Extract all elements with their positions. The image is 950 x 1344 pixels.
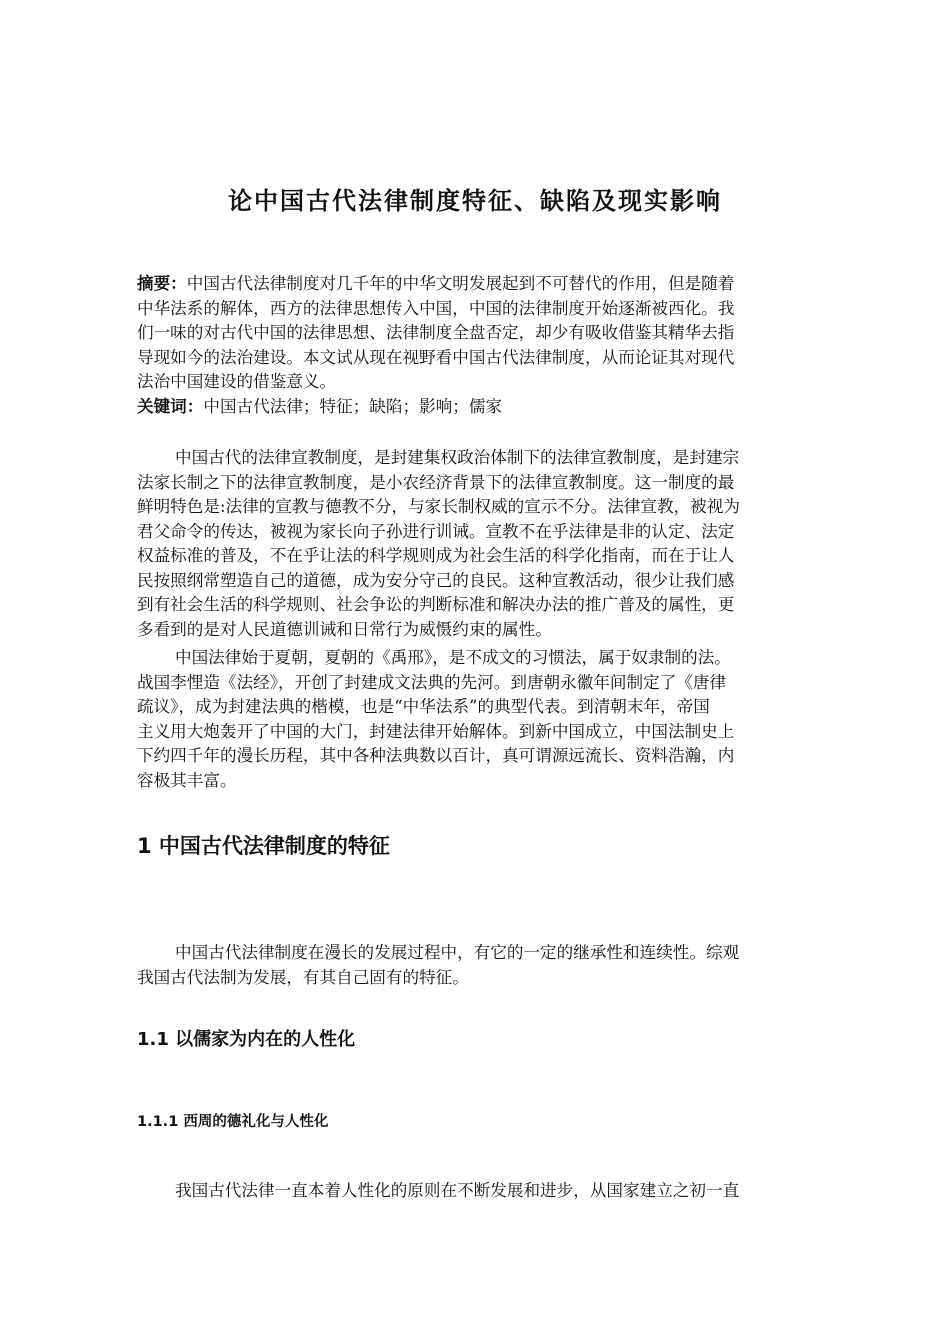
body-paragraph (137, 446, 837, 642)
paragraph-line: 中国法律始于夏朝，夏朝的《禹邢》，是不成文的习惯法，属于奴隶制的法。 (175, 648, 731, 667)
abstract-label: 摘要： (137, 274, 187, 293)
abstract-text: 中国古代法律制度对几千年的中华文明发展起到不可替代的作用，但是随着 (186, 274, 735, 293)
paragraph-line: 战国李悝造《法经》，开创了封建成文法典的先河。到唐朝永徽年间制定了《唐律 (137, 672, 727, 692)
body-paragraph (137, 1179, 837, 1204)
paragraph-line: 多看到的是对人民道德训诫和日常行为威慑约束的属性。 (137, 619, 552, 639)
paragraph-line: 到有社会生活的科学规则、社会争讼的判断标准和解决办法的推广普及的属性，更 (137, 595, 735, 614)
abstract-line: 中华法系的解体，西方的法律思想传入中国，中国的法律制度开始逐渐被西化。我 (137, 298, 735, 318)
paragraph-line: 民按照纲常塑造自己的道德，成为安分守己的良民。这种宣教活动，很少让我们感 (137, 570, 735, 590)
subsubsection-heading: 1.1.1 西周的德礼化与人性化 (137, 1114, 329, 1130)
paragraph-line: 下约四千年的漫长历程，其中各种法典数以百计，真可谓源远流长、资料浩瀚，内 (137, 746, 735, 765)
document-title: 论中国古代法律制度特征、缺陷及现实影响 (228, 187, 722, 215)
abstract-line: 们一味的对古代中国的法律思想、法律制度全盘否定，却少有吸收借鉴其精华去指 (137, 323, 735, 342)
paragraph-line: 法家长制之下的法律宣教制度，是小农经济背景下的法律宣教制度。这一制度的最 (137, 472, 735, 492)
paragraph-line: 鲜明特色是:法律的宣教与德教不分，与家长制权威的宣示不分。法律宣教，被视为 (137, 497, 740, 516)
paragraph-line: 我国古代法律一直本着人性化的原则在不断发展和进步，从国家建立之初一直 (175, 1181, 740, 1200)
keywords-line (137, 395, 837, 420)
paragraph-line: 疏议》，成为封建法典的楷模，也是“中华法系”的典型代表。到清朝末年，帝国 (137, 697, 710, 716)
abstract-line: 法治中国建设的借鉴意义。 (137, 372, 337, 391)
paragraph-line: 容极其丰富。 (137, 770, 237, 790)
body-paragraph (137, 646, 837, 793)
paragraph-line: 我国古代法制为发展，有其自己固有的特征。 (137, 967, 469, 987)
paragraph-line: 权益标准的普及，不在乎让法的科学规则成为社会生活的科学化指南，而在于让人 (137, 546, 735, 565)
abstract-section (137, 272, 837, 419)
abstract-line (137, 272, 837, 297)
section-heading: 1 中国古代法律制度的特征 (137, 834, 390, 858)
keywords-label: 关键词： (137, 396, 204, 416)
keywords-text: 中国古代法律；特征；缺陷；影响；儒家 (203, 396, 503, 416)
subsection-heading: 1.1 以儒家为内在的人性化 (137, 1029, 356, 1050)
paragraph-line: 中国古代的法律宣教制度，是封建集权政治体制下的法律宣教制度，是封建宗 (175, 448, 740, 467)
body-paragraph (137, 941, 837, 990)
paragraph-line: 君父命令的传达，被视为家长向子孙进行训诫。宣教不在乎法律是非的认定、法定 (137, 521, 735, 541)
paragraph-line: 主义用大炮轰开了中国的大门，封建法律开始解体。到新中国成立，中国法制史上 (137, 721, 735, 741)
abstract-line: 导现如今的法治建设。本文试从现在视野看中国古代法律制度，从而论证其对现代 (137, 347, 735, 367)
paragraph-line: 中国古代法律制度在漫长的发展过程中，有它的一定的继承性和连续性。综观 (175, 943, 740, 962)
